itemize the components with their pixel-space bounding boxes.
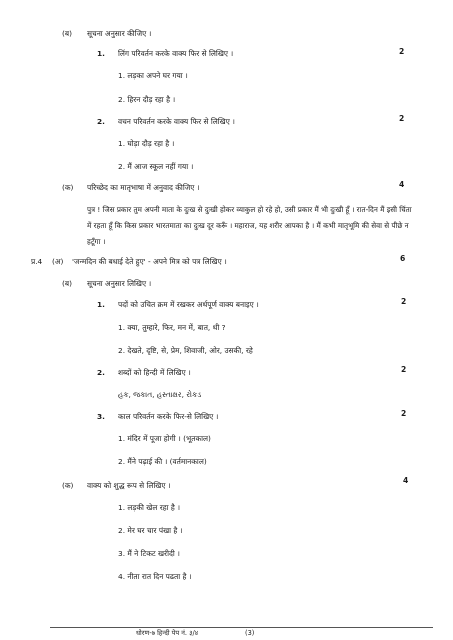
b2-q3-number: 3. — [97, 412, 105, 421]
b2-q1-text: पदों को उचित क्रम में रखकर अर्थपूर्ण वाक्य बनाइए । — [118, 300, 259, 309]
b1-q2-item-1: 1. घोड़ा दौड़ रहा है । — [118, 139, 175, 148]
b2-q1-mark: 2 — [401, 297, 407, 306]
k2-item-2: 2. मेर घर चार पंखा है । — [118, 526, 183, 535]
footer-page-number: (3) — [245, 629, 255, 637]
q4-number: प्र.4 — [31, 257, 43, 266]
section-k2-mark: 4 — [403, 476, 409, 485]
b1-q2-text: वचन परिवर्तन करके वाक्य फिर से लिखिए । — [118, 117, 235, 126]
b2-q2-item-1: હક, જકાત, હસ્તાક્ષર, રોકડ — [118, 390, 202, 399]
b1-q1-mark: 2 — [399, 47, 405, 56]
section-b2-title: सूचना अनुसार लिखिए । — [87, 279, 152, 288]
b1-q1-text: लिंग परिवर्तन करके वाक्य फिर से लिखिए । — [118, 49, 234, 58]
q4-text: 'जन्मदिन की बधाई देते हुए' - अपने मित्र को पत्र लिखिए । — [72, 257, 227, 266]
b1-q1-item-2: 2. हिरन दौड़ रहा है । — [118, 95, 176, 104]
translation-passage: पुत्र ! जिस प्रकार तुम अपनी माता के दुःख से दुःखी होकर व्याकुल हो रहे हो, उसी प्रकार मैं भी दुःखी हूँ । रात-दिन मैं इसी चिंता में रहता हूँ कि किस प्रकार भारतमाता का दुःख दूर करूँ । महाराज, यह शरीर आपका है । मैं कभी मातृभूमि की सेवा से पीछे न हटूँगा । — [87, 205, 412, 246]
section-k1-title: परिच्छेद का मातृभाषा में अनुवाद कीजिए । — [87, 183, 200, 192]
b1-q1-item-1: 1. लड़का अपने घर गया । — [118, 71, 188, 80]
section-k1-label: (क) — [62, 183, 74, 192]
b2-q3-text: काल परिवर्तन करके फिर-से लिखिए । — [118, 412, 219, 421]
section-b1-label: (ब) — [62, 29, 72, 38]
footer-paper-code: धोरण-७ हिन्दी पेप नं. ३/४ — [136, 629, 199, 637]
b1-q1-number: 1. — [97, 49, 105, 58]
b2-q3-mark: 2 — [401, 409, 407, 418]
b2-q1-item-1: 1. क्या, तुम्हारे, फिर, मन में, बात, थी ? — [118, 323, 226, 332]
b2-q2-mark: 2 — [401, 365, 407, 374]
b2-q1-number: 1. — [97, 300, 105, 309]
k2-item-3: 3. मैं ने टिकट खरीदी । — [118, 549, 180, 558]
q4-mark: 6 — [400, 254, 406, 263]
b1-q2-mark: 2 — [399, 114, 405, 123]
section-b1-title: सूचना अनुसार कीजिए । — [87, 29, 152, 38]
b2-q2-number: 2. — [97, 368, 105, 377]
section-k2-label: (क) — [62, 481, 74, 490]
b2-q3-item-1: 1. मंदिर में पूजा होगी । (भूतकाल) — [118, 434, 211, 443]
b2-q2-text: शब्दों को हिन्दी में लिखिए । — [118, 368, 191, 377]
b1-q2-item-2: 2. मैं आज स्कूल नहीं गया । — [118, 162, 194, 171]
q4-label: (अ) — [52, 257, 64, 266]
k2-item-4: 4. नीता रात दिन पढता है । — [118, 572, 192, 581]
section-k1-mark: 4 — [399, 180, 405, 189]
b2-q1-item-2: 2. देखते, दृष्टि, से, प्रेम, शिवाजी, ओर, उसकी, रहे — [118, 346, 253, 355]
section-k2-title: वाक्य को शुद्ध रूप से लिखिए । — [87, 481, 171, 490]
b1-q2-number: 2. — [97, 117, 105, 126]
k2-item-1: 1. लड़की खेल रहा है । — [118, 503, 180, 512]
b2-q3-item-2: 2. मैंने पढ़ाई की । (वर्तमानकाल) — [118, 457, 207, 466]
footer-divider — [50, 627, 433, 628]
section-b2-label: (ब) — [62, 279, 72, 288]
